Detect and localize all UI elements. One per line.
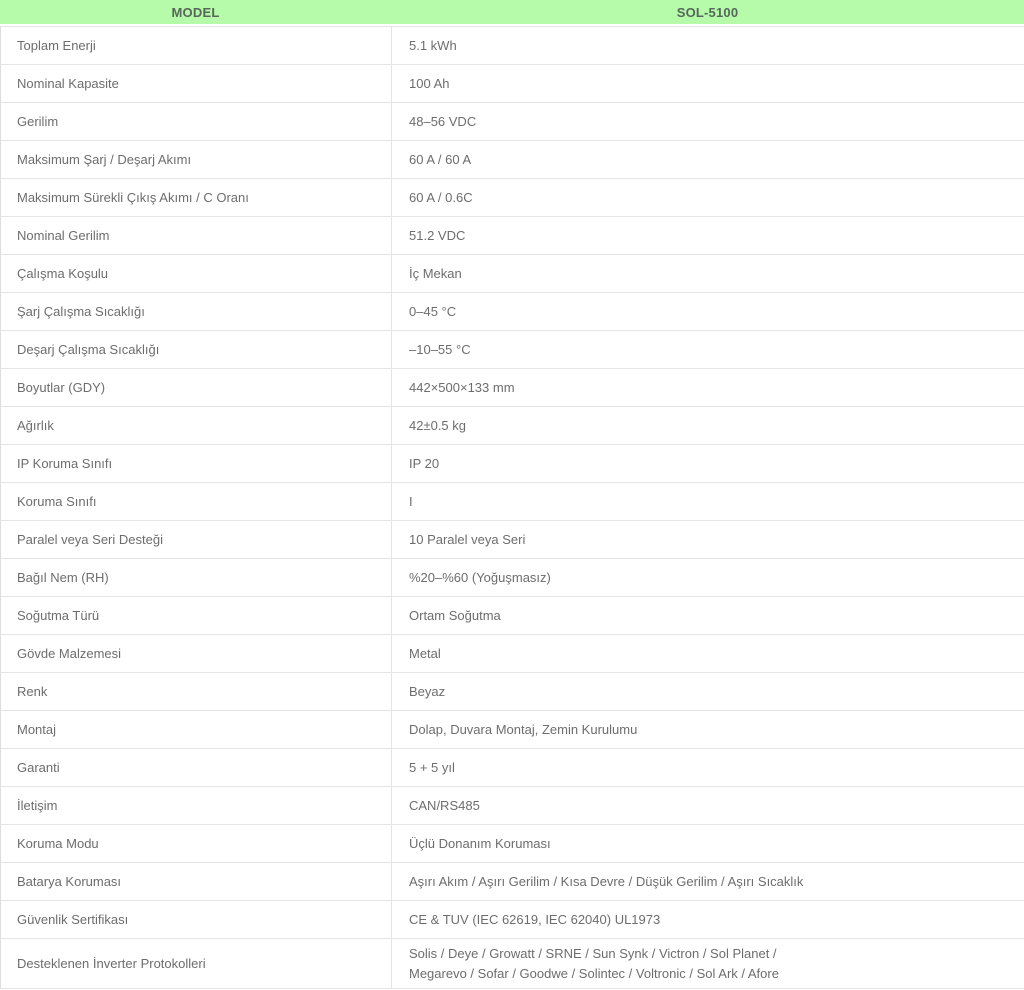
spec-value — [391, 597, 1024, 634]
table-row — [0, 596, 1024, 634]
spec-value-line: 60 A / 60 A — [409, 151, 472, 167]
spec-value — [391, 901, 1024, 938]
spec-label: Şarj Çalışma Sıcaklığı — [17, 304, 145, 319]
spec-value — [391, 521, 1024, 558]
spec-value — [391, 217, 1024, 254]
table-row — [0, 482, 1024, 520]
spec-value-line: Beyaz — [409, 683, 446, 699]
table-row — [0, 102, 1024, 140]
spec-label: Toplam Enerji — [17, 38, 96, 53]
spec-value-line: I — [409, 493, 413, 509]
spec-value — [391, 939, 1024, 988]
spec-value-line: İç Mekan — [409, 265, 462, 281]
spec-value-line: 10 Paralel veya Seri — [409, 531, 526, 547]
spec-value — [391, 407, 1024, 444]
spec-value-line: 48–56 VDC — [409, 113, 477, 129]
table-row — [0, 444, 1024, 482]
spec-label: Soğutma Türü — [17, 608, 100, 623]
table-row — [0, 520, 1024, 558]
table-row — [0, 558, 1024, 596]
spec-value — [391, 369, 1024, 406]
spec-value — [391, 293, 1024, 330]
table-row — [0, 406, 1024, 444]
spec-label: IP Koruma Sınıfı — [17, 456, 113, 471]
spec-value — [391, 27, 1024, 64]
spec-value — [391, 255, 1024, 292]
spec-value — [391, 749, 1024, 786]
spec-value-line: 5 + 5 yıl — [409, 759, 455, 775]
spec-label: Güvenlik Sertifikası — [17, 912, 129, 927]
spec-value-line: Ortam Soğutma — [409, 607, 501, 623]
spec-value — [391, 559, 1024, 596]
spec-value-line: –10–55 °C — [409, 341, 471, 357]
spec-value — [391, 863, 1024, 900]
spec-label: Nominal Kapasite — [17, 76, 119, 91]
table-row — [0, 938, 1024, 988]
spec-label: Nominal Gerilim — [17, 228, 110, 243]
spec-value-line: 0–45 °C — [409, 303, 457, 319]
spec-value-line: Üçlü Donanım Koruması — [409, 835, 551, 851]
table-row — [0, 254, 1024, 292]
spec-label: Renk — [17, 684, 48, 699]
spec-value-line: 5.1 kWh — [409, 37, 457, 53]
spec-label: Montaj — [17, 722, 57, 737]
spec-value — [391, 483, 1024, 520]
spec-label: Gövde Malzemesi — [17, 646, 122, 661]
table-row — [0, 330, 1024, 368]
spec-value — [391, 711, 1024, 748]
table-header-row — [0, 0, 1024, 24]
table-row — [0, 634, 1024, 672]
table-row — [0, 786, 1024, 824]
spec-value — [391, 445, 1024, 482]
spec-label: Ağırlık — [17, 418, 54, 433]
spec-value — [391, 141, 1024, 178]
spec-value-line: %20–%60 (Yoğuşmasız) — [409, 569, 551, 585]
spec-label: Boyutlar (GDY) — [17, 380, 106, 395]
spec-value-line: CAN/RS485 — [409, 797, 480, 813]
spec-label: Maksimum Şarj / Deşarj Akımı — [17, 152, 192, 167]
spec-value-line: Dolap, Duvara Montaj, Zemin Kurulumu — [409, 721, 638, 737]
table-row — [0, 178, 1024, 216]
table-row — [0, 900, 1024, 938]
spec-label: Bağıl Nem (RH) — [17, 570, 109, 585]
table-row — [0, 292, 1024, 330]
header-model-value: SOL-5100 — [676, 4, 739, 20]
header-model-label: MODEL — [171, 4, 220, 20]
spec-value-line: Solis / Deye / Growatt / SRNE / Sun Synk / Victron / Sol Planet / — [409, 945, 777, 961]
table-row — [0, 672, 1024, 710]
spec-label: Batarya Koruması — [17, 874, 122, 889]
spec-label: Gerilim — [17, 114, 59, 129]
spec-label: Garanti — [17, 760, 60, 775]
spec-label: Koruma Sınıfı — [17, 494, 97, 509]
spec-value — [391, 787, 1024, 824]
table-row — [0, 368, 1024, 406]
table-row — [0, 824, 1024, 862]
table-row — [0, 748, 1024, 786]
table-row — [0, 26, 1024, 64]
table-body — [0, 26, 1024, 989]
table-row — [0, 710, 1024, 748]
spec-value-line: CE & TUV (IEC 62619, IEC 62040) UL1973 — [409, 911, 661, 927]
table-row — [0, 64, 1024, 102]
spec-label: Koruma Modu — [17, 836, 99, 851]
spec-value — [391, 65, 1024, 102]
spec-label: Maksimum Sürekli Çıkış Akımı / C Oranı — [17, 190, 249, 205]
spec-value — [391, 635, 1024, 672]
spec-value — [391, 179, 1024, 216]
spec-value-line: Metal — [409, 645, 441, 661]
spec-value-line: Megarevo / Sofar / Goodwe / Solintec / Voltronic / Sol Ark / Afore — [409, 965, 779, 981]
spec-value-line: IP 20 — [409, 455, 440, 471]
spec-label: Çalışma Koşulu — [17, 266, 109, 281]
spec-value — [391, 673, 1024, 710]
spec-label: Paralel veya Seri Desteği — [17, 532, 163, 547]
spec-value-line: 42±0.5 kg — [409, 417, 467, 433]
spec-label: Deşarj Çalışma Sıcaklığı — [17, 342, 160, 357]
spec-value-line: 51.2 VDC — [409, 227, 466, 243]
spec-value — [391, 825, 1024, 862]
spec-value-line: 60 A / 0.6C — [409, 189, 473, 205]
spec-label: Desteklenen İnverter Protokolleri — [17, 956, 206, 971]
spec-value-line: Aşırı Akım / Aşırı Gerilim / Kısa Devre / Düşük Gerilim / Aşırı Sıcaklık — [409, 873, 804, 889]
spec-value-line: 442×500×133 mm — [409, 379, 515, 395]
table-row — [0, 140, 1024, 178]
spec-value — [391, 331, 1024, 368]
table-row — [0, 862, 1024, 900]
spec-value — [391, 103, 1024, 140]
spec-value-line: 100 Ah — [409, 75, 450, 91]
spec-label: İletişim — [17, 798, 58, 813]
table-row — [0, 216, 1024, 254]
